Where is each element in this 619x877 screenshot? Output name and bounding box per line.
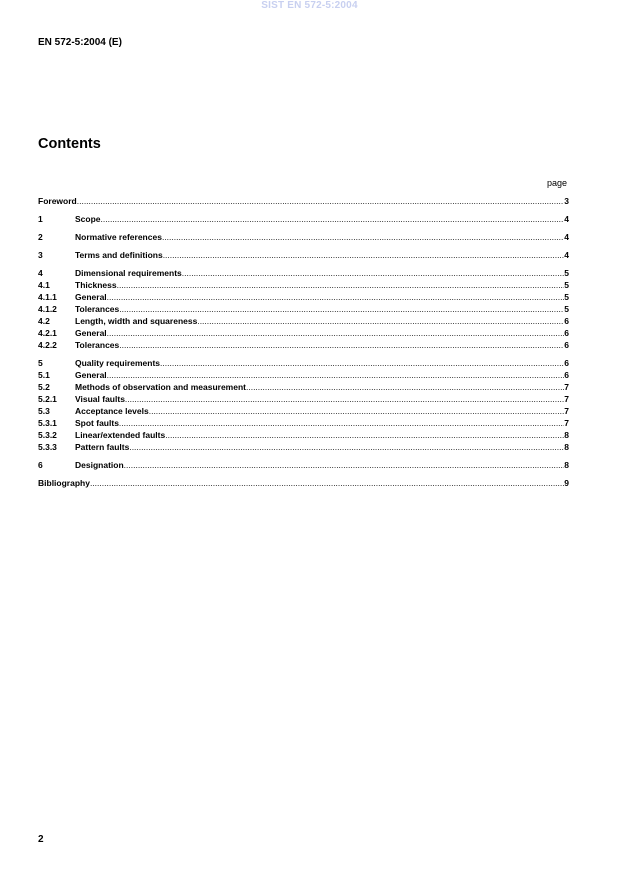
dot-leader (163, 249, 565, 261)
toc-entry[interactable] (38, 459, 569, 471)
dot-leader (119, 339, 564, 351)
toc-entry[interactable] (38, 195, 569, 207)
toc-entry-number: 4.2 (38, 316, 50, 326)
toc-entry-title: General (75, 370, 107, 380)
toc-entry[interactable] (38, 291, 569, 303)
toc-entry[interactable] (38, 327, 569, 339)
toc-entry-title: Quality requirements (75, 358, 161, 368)
toc-entry-number: 5.3.1 (38, 418, 57, 428)
toc-entry-title: Foreword (38, 196, 77, 206)
toc-entry[interactable] (38, 429, 569, 441)
toc-entry[interactable] (38, 393, 569, 405)
toc-entry-number: 5.3 (38, 406, 50, 416)
toc-entry-page: 5 (564, 280, 569, 290)
toc-entry-page: 4 (564, 232, 569, 242)
dot-leader (101, 213, 565, 225)
toc-entry-title: Acceptance levels (75, 406, 149, 416)
dot-leader (125, 393, 564, 405)
toc-entry[interactable] (38, 213, 569, 225)
toc-entry-page: 7 (564, 418, 569, 428)
toc-entry-title: Designation (75, 460, 124, 470)
toc-entry-number: 4.2.2 (38, 340, 57, 350)
toc-entry[interactable] (38, 231, 569, 243)
toc-entry-number: 4.1.2 (38, 304, 57, 314)
toc-entry[interactable] (38, 315, 569, 327)
dot-leader (165, 429, 564, 441)
toc-entry[interactable] (38, 267, 569, 279)
toc-entry-number: 2 (38, 232, 43, 242)
toc-entry[interactable] (38, 417, 569, 429)
dot-leader (107, 369, 565, 381)
toc-entry-page: 7 (564, 406, 569, 416)
toc-entry-title: Methods of observation and measurement (75, 382, 246, 392)
toc-entry-page: 6 (564, 370, 569, 380)
toc-entry-page: 9 (564, 478, 569, 488)
toc-entry-title: Dimensional requirements (75, 268, 182, 278)
toc-entry-number: 4.1.1 (38, 292, 57, 302)
dot-leader (77, 195, 565, 207)
toc-entry-title: Linear/extended faults (75, 430, 166, 440)
toc-entry[interactable] (38, 303, 569, 315)
table-of-contents (38, 195, 569, 489)
toc-entry-page: 6 (564, 328, 569, 338)
dot-leader (162, 231, 564, 243)
toc-entry-title: Terms and definitions (75, 250, 163, 260)
dot-leader (160, 357, 564, 369)
toc-entry-title: Length, width and squareness (75, 316, 198, 326)
dot-leader (149, 405, 565, 417)
toc-entry-page: 8 (564, 430, 569, 440)
toc-entry-page: 4 (564, 214, 569, 224)
toc-entry-page: 8 (564, 460, 569, 470)
toc-entry-page: 7 (564, 394, 569, 404)
toc-entry-number: 5.1 (38, 370, 50, 380)
toc-entry-page: 5 (564, 304, 569, 314)
toc-entry-number: 5.2 (38, 382, 50, 392)
toc-entry-title: Spot faults (75, 418, 119, 428)
dot-leader (119, 303, 564, 315)
toc-entry-page: 4 (564, 250, 569, 260)
dot-leader (117, 279, 565, 291)
toc-entry[interactable] (38, 405, 569, 417)
dot-leader (107, 327, 565, 339)
dot-leader (129, 441, 564, 453)
toc-entry-title: General (75, 328, 107, 338)
toc-entry-number: 5.3.3 (38, 442, 57, 452)
dot-leader (119, 417, 564, 429)
dot-leader (197, 315, 564, 327)
toc-entry-number: 6 (38, 460, 43, 470)
toc-entry-page: 6 (564, 316, 569, 326)
toc-entry[interactable] (38, 249, 569, 261)
toc-entry-number: 4.2.1 (38, 328, 57, 338)
toc-entry-page: 6 (564, 340, 569, 350)
toc-entry[interactable] (38, 381, 569, 393)
toc-entry[interactable] (38, 357, 569, 369)
dot-leader (107, 291, 565, 303)
toc-entry-page: 5 (564, 268, 569, 278)
toc-entry-page: 8 (564, 442, 569, 452)
toc-entry[interactable] (38, 279, 569, 291)
toc-entry[interactable] (38, 369, 569, 381)
toc-entry-number: 5 (38, 358, 43, 368)
toc-entry-title: Scope (75, 214, 101, 224)
toc-entry-title: Thickness (75, 280, 117, 290)
dot-leader (124, 459, 565, 471)
toc-entry-title: Tolerances (75, 304, 120, 314)
watermark: SIST EN 572-5:2004 (261, 0, 358, 11)
page-title: Contents (38, 136, 101, 152)
toc-entry-number: 4 (38, 268, 43, 278)
toc-entry-number: 1 (38, 214, 43, 224)
dot-leader (90, 477, 564, 489)
dot-leader (246, 381, 564, 393)
toc-entry-number: 5.2.1 (38, 394, 57, 404)
toc-entry-title: Visual faults (75, 394, 125, 404)
toc-entry-page: 6 (564, 358, 569, 368)
toc-entry-title: Tolerances (75, 340, 120, 350)
toc-entry-number: 4.1 (38, 280, 50, 290)
toc-entry-title: Pattern faults (75, 442, 130, 452)
page-column-label: page (546, 178, 567, 188)
toc-entry-page: 3 (564, 196, 569, 206)
toc-entry-page: 5 (564, 292, 569, 302)
dot-leader (182, 267, 565, 279)
toc-entry[interactable] (38, 339, 569, 351)
toc-entry-title: Normative references (75, 232, 162, 242)
toc-entry-title: General (75, 292, 107, 302)
page-number: 2 (38, 834, 44, 845)
toc-entry-title: Bibliography (38, 478, 90, 488)
toc-entry-page: 7 (564, 382, 569, 392)
document-header: EN 572-5:2004 (E) (38, 37, 122, 48)
toc-entry[interactable] (38, 441, 569, 453)
toc-entry[interactable] (38, 477, 569, 489)
toc-entry-number: 5.3.2 (38, 430, 57, 440)
toc-entry-number: 3 (38, 250, 43, 260)
